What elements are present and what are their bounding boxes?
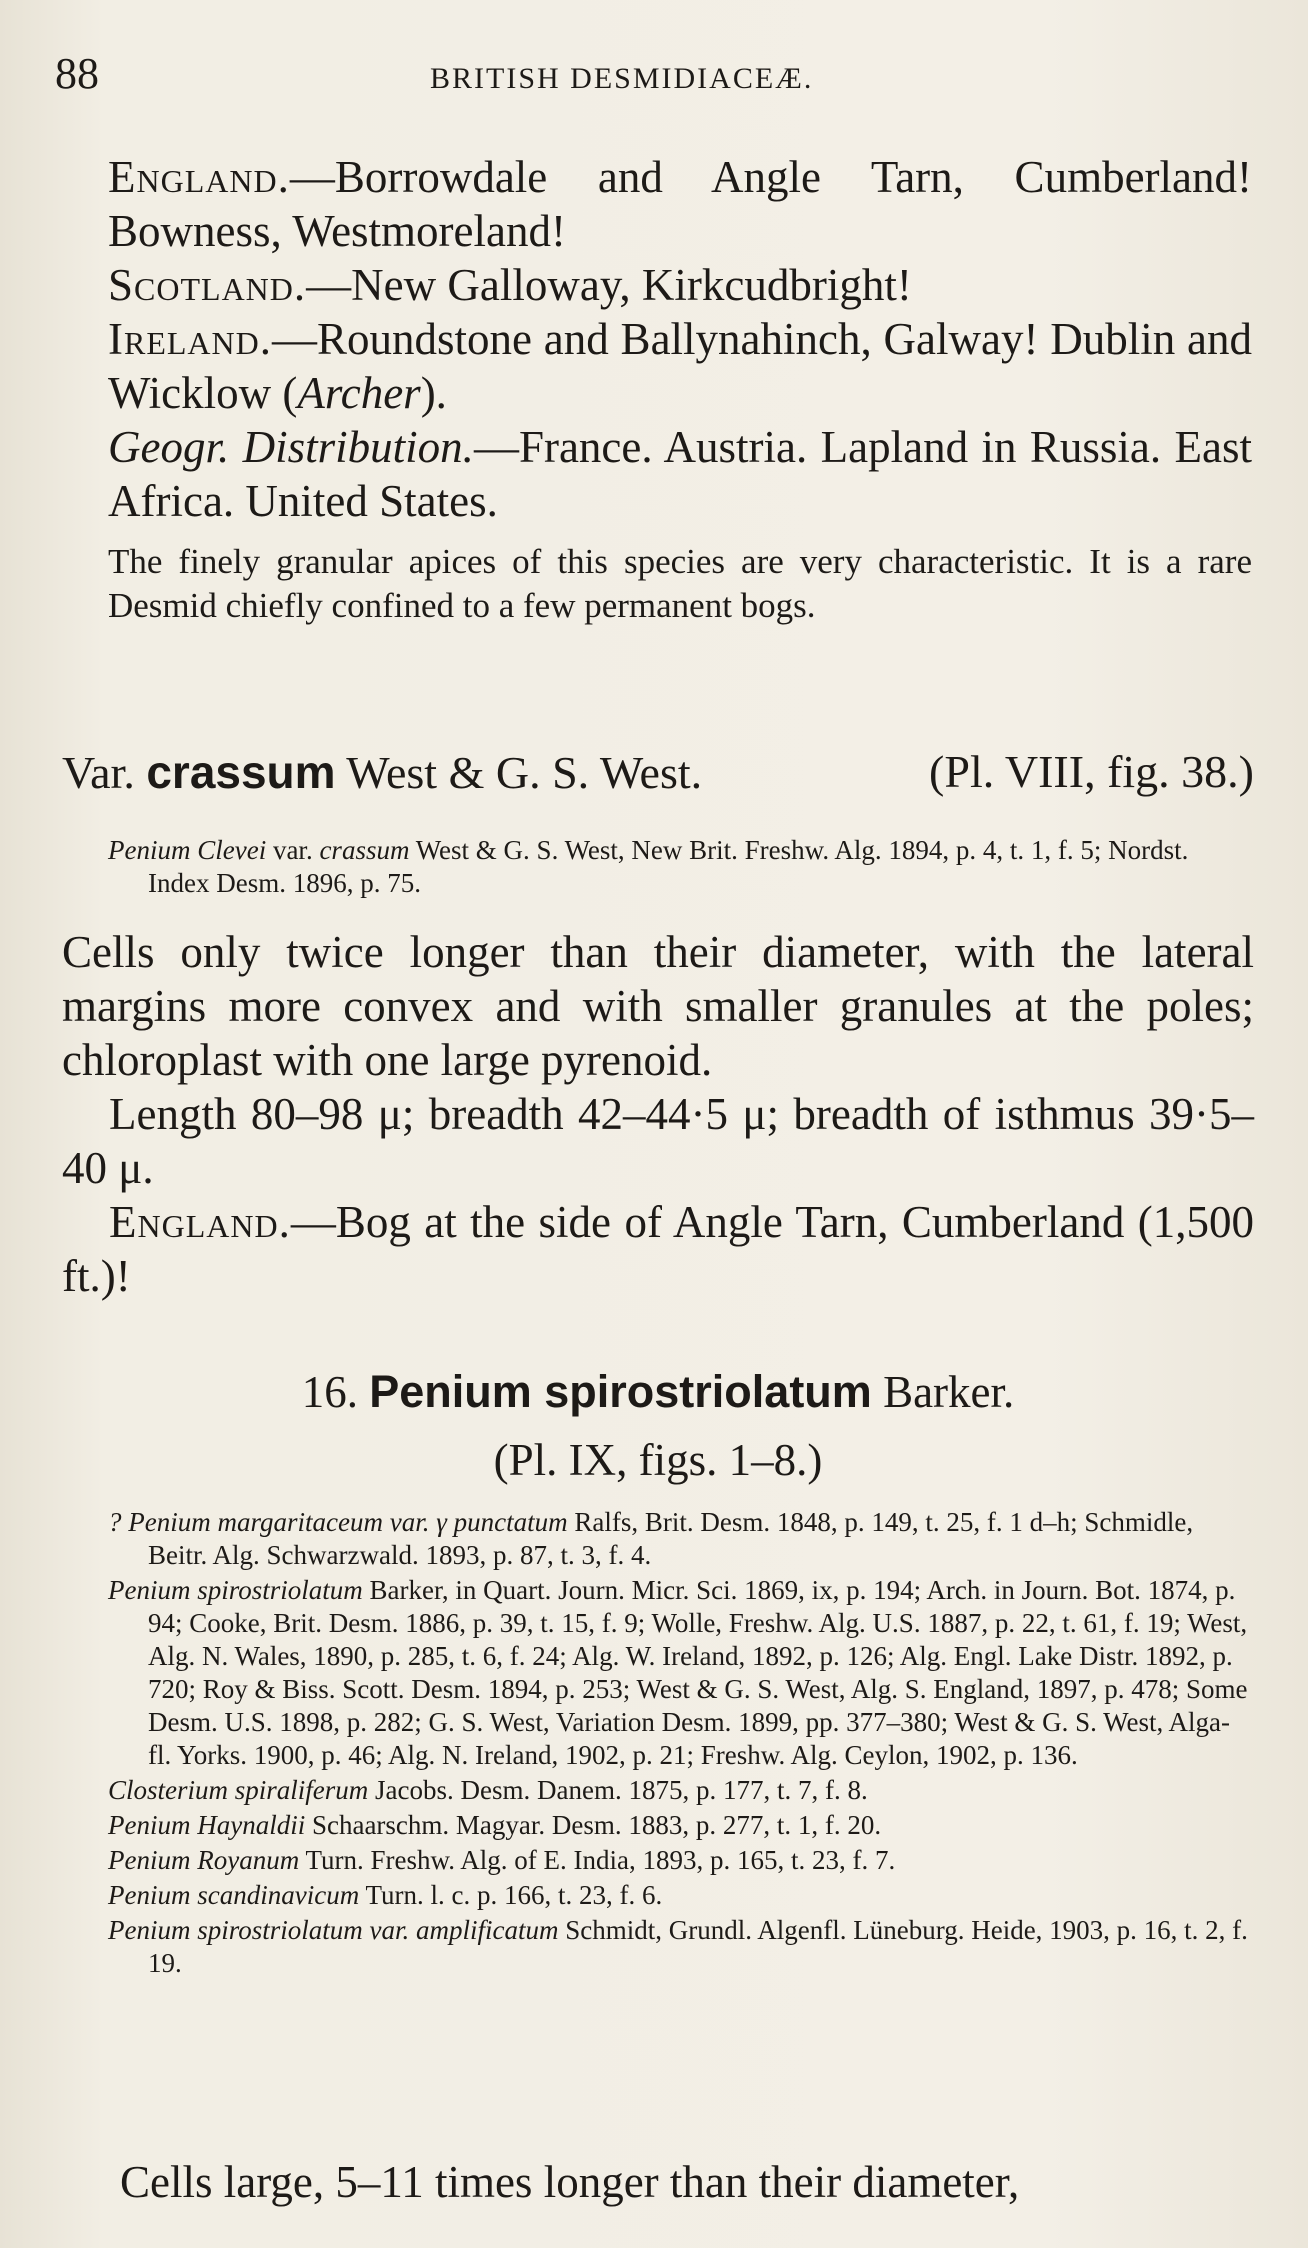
species-heading — [62, 1365, 1254, 1419]
synonym-name: Penium Haynaldii — [108, 1810, 306, 1840]
geogr-label: Geogr. Distribution. — [108, 422, 474, 472]
synonym-entry — [108, 1506, 1252, 1572]
synonym-entry — [108, 1879, 1252, 1912]
citation-epithet: crassum — [319, 835, 410, 865]
synonym-text: Barker, in Quart. Journ. Micr. Sci. 1869, ix, p. 194; Arch. in Journ. Bot. 1874, p. 94; Cooke, Brit. Desm. 1886, p. 39, t. 15, f. 9; Wolle, Freshw. Alg. U.S. 1887, p. 22, t. 61, f. 19; West, Alg. N. Wales, 1890, p. 285, t. 6, f. 24; Alg. W. Ireland, 1892, p. 126; Alg. Engl. Lake Distr. 1892, p. 720; Roy & Biss. Scott. Desm. 1894, p. 253; West & G. S. West, Alg. S. England, 1897, p. 478; Some Desm. U.S. 1898, p. 282; G. S. West, Variation Desm. 1899, pp. 377–380; West & G. S. West, Alga-fl. Yorks. 1900, p. 46; Alg. N. Ireland, 1902, p. 21; Freshw. Alg. Ceylon, 1902, p. 136. — [148, 1575, 1248, 1770]
scotland-label: Scotland. — [108, 260, 307, 310]
geogr-text: —France. Austria. Lapland in Russia. East Africa. United States. — [108, 422, 1253, 526]
england-label: England. — [108, 152, 290, 202]
variety-heading — [62, 745, 1254, 800]
species-number: 16. — [301, 1367, 358, 1417]
synonym-text: Schaarschm. Magyar. Desm. 1883, p. 277, t. 1, f. 20. — [311, 1810, 882, 1840]
citation-text: West & G. S. West, New Brit. Freshw. Alg. 1894, p. 4, t. 1, f. 5; Nordst. Index Desm. 1896, p. 75. — [148, 835, 1189, 898]
variety-description: Cells only twice longer than their diameter, with the lateral margins more convex and with smaller granules at the poles; chloroplast with one large pyrenoid. — [62, 927, 1254, 1085]
synonym-entry — [108, 1844, 1252, 1877]
synonym-text: Jacobs. Desm. Danem. 1875, p. 177, t. 7, f. 8. — [375, 1775, 868, 1805]
species-plate-text: (Pl. IX, figs. 1–8.) — [493, 1435, 823, 1485]
synonym-text: Turn. Freshw. Alg. of E. India, 1893, p. 165, t. 23, f. 7. — [305, 1845, 896, 1875]
species-note — [108, 540, 1252, 628]
running-head: BRITISH DESMIDIACEÆ. — [430, 62, 814, 95]
variety-citation — [108, 834, 1252, 902]
synonym-name: Penium spirostriolatum var. amplificatum — [108, 1915, 559, 1945]
synonym-entry — [108, 1774, 1252, 1807]
synonym-text: Schmidt, Grundl. Algenfl. Lüneburg. Heide, 1903, p. 16, t. 2, f. 19. — [148, 1915, 1248, 1978]
species-description — [120, 2155, 1252, 2209]
ireland-text: —Roundstone and Ballynahinch, Galway! Dublin and Wicklow ( — [108, 314, 1252, 418]
distribution-section — [108, 150, 1252, 528]
species-description-start: Cells large, 5–11 times longer than their diameter, — [120, 2157, 1020, 2207]
synonym-name: Penium Royanum — [108, 1845, 300, 1875]
england-text: —Borrowdale and Angle Tarn, Cumberland! Bowness, Westmoreland! — [108, 152, 1252, 256]
species-name: Penium spirostriolatum — [369, 1366, 872, 1417]
page-number: 88 — [55, 49, 99, 98]
variety-england-line — [62, 1195, 1254, 1303]
geogr-line — [108, 420, 1252, 528]
variety-england-text: —Bog at the side of Angle Tarn, Cumberland (1,500 ft.)! — [62, 1197, 1254, 1301]
variety-authors: West & G. S. West. — [346, 747, 703, 798]
synonym-entry — [108, 1574, 1252, 1772]
synonym-name: Closterium spiraliferum — [108, 1775, 369, 1805]
england-line — [108, 150, 1252, 258]
ireland-close: ). — [420, 368, 447, 418]
synonym-name: Penium scandinavicum — [108, 1880, 360, 1910]
scotland-text: —New Galloway, Kirkcudbright! — [306, 260, 912, 310]
synonym-name: Penium spirostriolatum — [108, 1575, 363, 1605]
variety-plate: (Pl. VIII, fig. 38.) — [929, 746, 1254, 797]
variety-citation-line — [108, 834, 1252, 900]
synonym-text: Turn. l. c. p. 166, t. 23, f. 6. — [365, 1880, 663, 1910]
variety-name: crassum — [146, 746, 336, 798]
citation-var: var. — [272, 835, 313, 865]
variety-england-label: England. — [109, 1197, 291, 1247]
scotland-line — [108, 258, 1252, 312]
variety-body — [62, 925, 1254, 1303]
synonym-entry — [108, 1809, 1252, 1842]
ireland-line — [108, 312, 1252, 420]
page-header — [55, 48, 1255, 98]
citation-genus: Penium Clevei — [108, 835, 267, 865]
species-synonymy — [108, 1506, 1252, 1982]
variety-measurements: Length 80–98 μ; breadth 42–44·5 μ; breadth of isthmus 39·5–40 μ. — [62, 1089, 1254, 1193]
synonym-name: ? Penium margaritaceum var. γ punctatum — [108, 1507, 568, 1537]
note-text: The finely granular apices of this species are very characteristic. It is a rare Desmid chiefly confined to a few permanent bogs. — [108, 542, 1252, 625]
species-author: Barker. — [883, 1367, 1015, 1417]
ireland-author: Archer — [297, 368, 421, 418]
species-plate — [62, 1433, 1254, 1487]
variety-prefix: Var. — [62, 747, 135, 798]
ireland-label: Ireland. — [108, 314, 273, 364]
synonym-entry — [108, 1914, 1252, 1980]
synonym-text: Ralfs, Brit. Desm. 1848, p. 149, t. 25, f. 1 d–h; Schmidle, Beitr. Alg. Schwarzwald. 1893, p. 87, t. 3, f. 4. — [148, 1507, 1194, 1570]
